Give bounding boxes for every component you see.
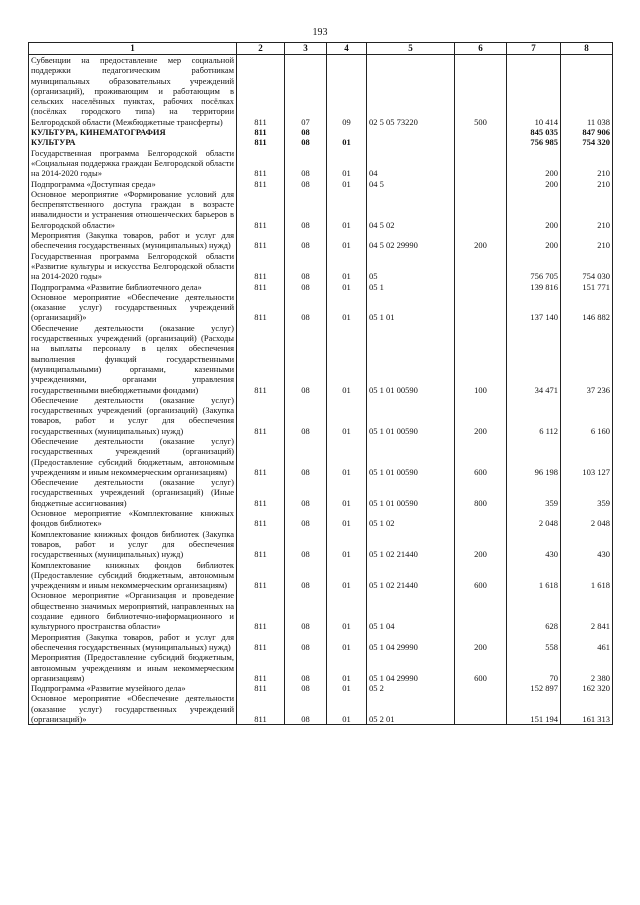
section-cell: 08 [285,529,327,560]
table-row [29,632,613,653]
admin-code-cell: 811 [237,189,285,230]
amount-2020-cell: 161 313 [561,693,613,724]
admin-code-cell: 811 [237,55,285,128]
target-article-cell: 05 1 [367,282,455,292]
target-article-cell: 05 2 [367,683,455,693]
table-row [29,395,613,436]
description-cell: Государственная программа Белгородской области «Социальная поддержка граждан Белгородской области на 2014-2020 годы» [29,148,237,179]
amount-2020-cell: 847 906 [561,127,613,137]
admin-code-cell: 811 [237,560,285,591]
table-row [29,282,613,292]
amount-2020-cell: 430 [561,529,613,560]
description-cell: Комплектование книжных фондов библиотек (Закупка товаров, работ и услуг для обеспечения государственных (муниципальных) нужд) [29,529,237,560]
subsection-cell: 01 [327,282,367,292]
description-cell: Основное мероприятие «Организация и проведение общественно значимых мероприятий, направленных на создание единого библиотечно-информационного и культурного пространства области» [29,590,237,631]
admin-code-cell: 811 [237,251,285,282]
section-cell: 08 [285,282,327,292]
amount-2019-cell: 430 [507,529,561,560]
col-header: 4 [327,43,367,55]
amount-2019-cell: 200 [507,230,561,251]
amount-2020-cell: 11 038 [561,55,613,128]
description-cell: Подпрограмма «Развитие библиотечного дела» [29,282,237,292]
table-row [29,251,613,282]
col-header: 3 [285,43,327,55]
subsection-cell: 01 [327,508,367,529]
amount-2020-cell: 754 030 [561,251,613,282]
col-header: 2 [237,43,285,55]
section-cell: 08 [285,179,327,189]
amount-2019-cell: 137 140 [507,292,561,323]
target-article-cell: 04 5 02 [367,189,455,230]
target-article-cell: 05 [367,251,455,282]
description-cell: КУЛЬТУРА [29,137,237,147]
amount-2020-cell: 6 160 [561,395,613,436]
section-cell: 08 [285,292,327,323]
description-cell: Основное мероприятие «Формирование условий для беспрепятственного доступа граждан в возрасте инвалидности и устранения отношенческих барьеров в Белгородской области» [29,189,237,230]
section-cell: 08 [285,323,327,395]
admin-code-cell: 811 [237,436,285,477]
subsection-cell: 01 [327,137,367,147]
subsection-cell: 01 [327,693,367,724]
col-header: 7 [507,43,561,55]
target-article-cell: 05 1 04 29990 [367,652,455,683]
section-cell: 08 [285,137,327,147]
expense-type-cell [455,148,507,179]
table-row [29,137,613,147]
subsection-cell: 01 [327,590,367,631]
expense-type-cell: 600 [455,560,507,591]
amount-2020-cell: 2 380 [561,652,613,683]
expense-type-cell: 200 [455,529,507,560]
table-row [29,508,613,529]
description-cell: Обеспечение деятельности (оказание услуг) государственных учреждений (организаций) (Предоставление субсидий бюджетным, автономным учреждениям и иным некоммерческим организациям) [29,436,237,477]
table-row [29,693,613,724]
subsection-cell: 01 [327,529,367,560]
expense-type-cell: 600 [455,436,507,477]
description-cell: КУЛЬТУРА, КИНЕМАТОГРАФИЯ [29,127,237,137]
target-article-cell: 05 1 04 [367,590,455,631]
section-cell: 08 [285,683,327,693]
amount-2019-cell: 1 618 [507,560,561,591]
description-cell: Мероприятия (Закупка товаров, работ и услуг для обеспечения государственных (муниципальных) нужд) [29,230,237,251]
table-row [29,148,613,179]
description-cell: Комплектование книжных фондов библиотек (Предоставление субсидий бюджетным, автономным учреждениям и иным некоммерческим организациям) [29,560,237,591]
table-row [29,560,613,591]
amount-2020-cell: 461 [561,632,613,653]
section-cell: 08 [285,693,327,724]
subsection-cell: 01 [327,148,367,179]
amount-2019-cell: 34 471 [507,323,561,395]
subsection-cell: 09 [327,55,367,128]
admin-code-cell: 811 [237,477,285,508]
subsection-cell: 01 [327,251,367,282]
target-article-cell: 05 1 01 00590 [367,477,455,508]
admin-code-cell: 811 [237,683,285,693]
subsection-cell: 01 [327,189,367,230]
target-article-cell: 04 5 02 29990 [367,230,455,251]
expense-type-cell [455,683,507,693]
description-cell: Мероприятия (Закупка товаров, работ и услуг для обеспечения государственных (муниципальных) нужд) [29,632,237,653]
table-row [29,436,613,477]
section-cell: 08 [285,251,327,282]
table-row [29,323,613,395]
target-article-cell: 05 1 01 [367,292,455,323]
amount-2020-cell: 146 882 [561,292,613,323]
amount-2019-cell: 200 [507,179,561,189]
expense-type-cell: 800 [455,477,507,508]
admin-code-cell: 811 [237,590,285,631]
table-row [29,230,613,251]
target-article-cell: 05 1 02 21440 [367,560,455,591]
amount-2020-cell: 162 320 [561,683,613,693]
col-header: 6 [455,43,507,55]
amount-2020-cell: 103 127 [561,436,613,477]
admin-code-cell: 811 [237,652,285,683]
expense-type-cell: 200 [455,395,507,436]
amount-2019-cell: 756 985 [507,137,561,147]
amount-2019-cell: 151 194 [507,693,561,724]
subsection-cell [327,127,367,137]
table-row [29,683,613,693]
subsection-cell: 01 [327,683,367,693]
subsection-cell: 01 [327,395,367,436]
amount-2019-cell: 2 048 [507,508,561,529]
table-row [29,55,613,128]
expense-type-cell [455,127,507,137]
admin-code-cell: 811 [237,529,285,560]
table-row [29,529,613,560]
description-cell: Обеспечение деятельности (оказание услуг) государственных учреждений (организаций) (Иные бюджетные ассигнования) [29,477,237,508]
admin-code-cell: 811 [237,137,285,147]
table-row [29,590,613,631]
description-cell: Подпрограмма «Развитие музейного дела» [29,683,237,693]
admin-code-cell: 811 [237,292,285,323]
section-cell: 08 [285,148,327,179]
budget-table [28,42,613,725]
amount-2020-cell: 359 [561,477,613,508]
admin-code-cell: 811 [237,230,285,251]
expense-type-cell [455,137,507,147]
amount-2019-cell: 10 414 [507,55,561,128]
expense-type-cell [455,508,507,529]
expense-type-cell [455,189,507,230]
amount-2019-cell: 200 [507,189,561,230]
expense-type-cell: 500 [455,55,507,128]
amount-2020-cell: 1 618 [561,560,613,591]
admin-code-cell: 811 [237,395,285,436]
expense-type-cell [455,251,507,282]
admin-code-cell: 811 [237,148,285,179]
subsection-cell: 01 [327,230,367,251]
description-cell: Основное мероприятие «Комплектование книжных фондов библиотек» [29,508,237,529]
amount-2020-cell: 210 [561,230,613,251]
subsection-cell: 01 [327,179,367,189]
section-cell: 08 [285,590,327,631]
admin-code-cell: 811 [237,323,285,395]
target-article-cell: 02 5 05 73220 [367,55,455,128]
admin-code-cell: 811 [237,693,285,724]
subsection-cell: 01 [327,323,367,395]
section-cell: 08 [285,477,327,508]
expense-type-cell [455,693,507,724]
col-header: 5 [367,43,455,55]
target-article-cell: 05 1 01 00590 [367,395,455,436]
col-header: 8 [561,43,613,55]
amount-2020-cell: 2 048 [561,508,613,529]
description-cell: Обеспечение деятельности (оказание услуг) государственных учреждений (организаций) (Расходы на выплаты персоналу в целях обеспечения выполнения функций государственными (муниципальными) органами, казенными учреждениями, органами управления государственными внебюджетными фондами) [29,323,237,395]
table-row [29,292,613,323]
section-cell: 08 [285,395,327,436]
section-cell: 07 [285,55,327,128]
description-cell: Государственная программа Белгородской области «Развитие культуры и искусства Белгородской области на 2014-2020 годы» [29,251,237,282]
table-row [29,127,613,137]
amount-2019-cell: 152 897 [507,683,561,693]
subsection-cell: 01 [327,436,367,477]
section-cell: 08 [285,632,327,653]
amount-2019-cell: 200 [507,148,561,179]
admin-code-cell: 811 [237,127,285,137]
expense-type-cell: 200 [455,632,507,653]
expense-type-cell [455,590,507,631]
expense-type-cell: 200 [455,230,507,251]
amount-2019-cell: 628 [507,590,561,631]
col-header: 1 [29,43,237,55]
table-row [29,179,613,189]
amount-2020-cell: 754 320 [561,137,613,147]
description-cell: Основное мероприятие «Обеспечение деятельности (оказание услуг) государственных учреждений (организаций)» [29,292,237,323]
expense-type-cell [455,292,507,323]
amount-2020-cell: 210 [561,189,613,230]
table-row [29,189,613,230]
amount-2020-cell: 37 236 [561,323,613,395]
target-article-cell: 05 1 01 00590 [367,323,455,395]
section-cell: 08 [285,436,327,477]
expense-type-cell: 600 [455,652,507,683]
admin-code-cell: 811 [237,179,285,189]
admin-code-cell: 811 [237,632,285,653]
description-cell: Основное мероприятие «Обеспечение деятельности (оказание услуг) государственных учреждений (организаций)» [29,693,237,724]
section-cell: 08 [285,230,327,251]
amount-2019-cell: 756 705 [507,251,561,282]
description-cell: Обеспечение деятельности (оказание услуг) государственных учреждений (организаций) (Закупка товаров, работ и услуг для обеспечения государственных (муниципальных) нужд) [29,395,237,436]
section-cell: 08 [285,189,327,230]
subsection-cell: 01 [327,560,367,591]
subsection-cell: 01 [327,477,367,508]
expense-type-cell [455,179,507,189]
subsection-cell: 01 [327,652,367,683]
target-article-cell: 05 1 04 29990 [367,632,455,653]
amount-2020-cell: 2 841 [561,590,613,631]
amount-2019-cell: 359 [507,477,561,508]
target-article-cell: 04 5 [367,179,455,189]
section-cell: 08 [285,508,327,529]
section-cell: 08 [285,652,327,683]
table-row [29,477,613,508]
amount-2020-cell: 210 [561,179,613,189]
amount-2020-cell: 210 [561,148,613,179]
section-cell: 08 [285,560,327,591]
target-article-cell: 05 2 01 [367,693,455,724]
expense-type-cell [455,282,507,292]
amount-2019-cell: 96 198 [507,436,561,477]
header-row [29,43,613,55]
page-number: 193 [312,27,328,38]
amount-2019-cell: 70 [507,652,561,683]
target-article-cell: 05 1 02 21440 [367,529,455,560]
target-article-cell: 05 1 01 00590 [367,436,455,477]
target-article-cell: 05 1 02 [367,508,455,529]
description-cell: Мероприятия (Предоставление субсидий бюджетным, автономным учреждениям и иным некоммерческим организациям) [29,652,237,683]
amount-2019-cell: 139 816 [507,282,561,292]
subsection-cell: 01 [327,292,367,323]
amount-2020-cell: 151 771 [561,282,613,292]
amount-2019-cell: 558 [507,632,561,653]
target-article-cell [367,137,455,147]
amount-2019-cell: 845 035 [507,127,561,137]
description-cell: Подпрограмма «Доступная среда» [29,179,237,189]
target-article-cell [367,127,455,137]
subsection-cell: 01 [327,632,367,653]
expense-type-cell: 100 [455,323,507,395]
admin-code-cell: 811 [237,282,285,292]
target-article-cell: 04 [367,148,455,179]
amount-2019-cell: 6 112 [507,395,561,436]
table-row [29,652,613,683]
description-cell: Субвенции на предоставление мер социальной поддержки педагогическим работникам муниципальных образовательных учреждений (организаций), проживающим и работающим в сельских населённых пунктах, рабочих посёлках (посёлках городского типа) на территории Белгородской области (Межбюджетные трансферты) [29,55,237,128]
admin-code-cell: 811 [237,508,285,529]
section-cell: 08 [285,127,327,137]
